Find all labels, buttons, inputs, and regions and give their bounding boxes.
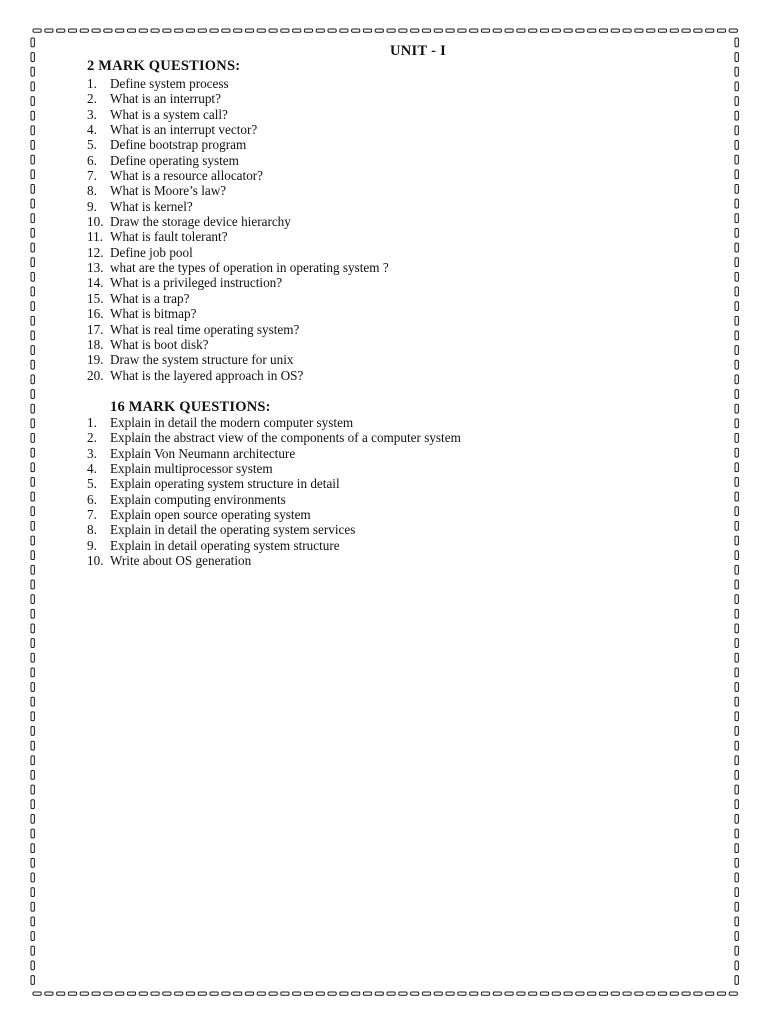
list-item bbox=[87, 306, 389, 321]
question-text: Explain Von Neumann architecture bbox=[110, 445, 296, 461]
question-text: Define operating system bbox=[110, 152, 239, 168]
question-text: What is an interrupt vector? bbox=[110, 122, 258, 138]
question-text: What is an interrupt? bbox=[110, 91, 221, 107]
item-number: 4. bbox=[87, 122, 97, 138]
question-text: What is the layered approach in OS? bbox=[110, 367, 304, 383]
item-number: 3. bbox=[87, 106, 97, 122]
list-item bbox=[87, 415, 461, 430]
list-item bbox=[87, 492, 461, 507]
question-text: Explain multiprocessor system bbox=[110, 461, 273, 477]
two-mark-question-list bbox=[87, 76, 389, 383]
question-text: Explain in detail operating system structure bbox=[110, 537, 340, 553]
item-number: 9. bbox=[87, 198, 97, 214]
question-text: What is Moore’s law? bbox=[110, 183, 227, 199]
list-item bbox=[87, 275, 389, 290]
sixteen-mark-question-list bbox=[87, 415, 461, 568]
list-item bbox=[87, 199, 389, 214]
item-number: 14. bbox=[87, 275, 104, 291]
question-text: Explain open source operating system bbox=[110, 507, 311, 523]
item-number: 2. bbox=[87, 430, 97, 446]
list-item bbox=[87, 260, 389, 275]
question-text: Define bootstrap program bbox=[110, 137, 247, 153]
question-text: What is bitmap? bbox=[110, 306, 197, 322]
item-number: 19. bbox=[87, 352, 104, 368]
list-item bbox=[87, 137, 389, 152]
question-text: Draw the storage device hierarchy bbox=[110, 214, 291, 230]
list-item bbox=[87, 214, 389, 229]
item-number: 8. bbox=[87, 183, 97, 199]
item-number: 7. bbox=[87, 168, 97, 184]
item-number: 2. bbox=[87, 91, 97, 107]
list-item bbox=[87, 461, 461, 476]
question-text: Explain computing environments bbox=[110, 491, 286, 507]
list-item bbox=[87, 553, 461, 568]
question-text: Explain operating system structure in detail bbox=[110, 476, 340, 492]
two-mark-heading: 2 MARK QUESTIONS: bbox=[87, 58, 241, 74]
sixteen-mark-heading: 16 MARK QUESTIONS: bbox=[110, 399, 271, 415]
item-number: 11. bbox=[87, 229, 103, 245]
question-text: Explain in detail the operating system services bbox=[110, 522, 356, 538]
list-item bbox=[87, 107, 389, 122]
question-text: What is a trap? bbox=[110, 290, 190, 306]
item-number: 9. bbox=[87, 537, 97, 553]
item-number: 17. bbox=[87, 321, 104, 337]
list-item bbox=[87, 76, 389, 91]
question-text: What is a privileged instruction? bbox=[110, 275, 283, 291]
question-text: what are the types of operation in operating system ? bbox=[110, 260, 389, 276]
item-number: 7. bbox=[87, 507, 97, 523]
item-number: 1. bbox=[87, 415, 97, 430]
item-number: 8. bbox=[87, 522, 97, 538]
list-item bbox=[87, 352, 389, 367]
list-item bbox=[87, 122, 389, 137]
list-item bbox=[87, 291, 389, 306]
item-number: 10. bbox=[87, 214, 104, 230]
list-item bbox=[87, 229, 389, 244]
question-text: What is boot disk? bbox=[110, 336, 209, 352]
item-number: 16. bbox=[87, 306, 104, 322]
item-number: 1. bbox=[87, 76, 97, 91]
question-text: What is kernel? bbox=[110, 198, 193, 214]
item-number: 6. bbox=[87, 491, 97, 507]
item-number: 4. bbox=[87, 461, 97, 477]
item-number: 5. bbox=[87, 476, 97, 492]
item-number: 5. bbox=[87, 137, 97, 153]
list-item bbox=[87, 446, 461, 461]
list-item bbox=[87, 430, 461, 445]
item-number: 3. bbox=[87, 445, 97, 461]
item-number: 13. bbox=[87, 260, 104, 276]
list-item bbox=[87, 183, 389, 198]
question-text: Explain in detail the modern computer system bbox=[110, 415, 354, 430]
list-item bbox=[87, 538, 461, 553]
question-text: Draw the system structure for unix bbox=[110, 352, 294, 368]
question-text: Define job pool bbox=[110, 244, 193, 260]
question-text: What is fault tolerant? bbox=[110, 229, 228, 245]
list-item bbox=[87, 522, 461, 537]
question-text: What is a system call? bbox=[110, 106, 228, 122]
item-number: 20. bbox=[87, 367, 104, 383]
question-text: Define system process bbox=[110, 76, 229, 91]
item-number: 10. bbox=[87, 553, 104, 569]
list-item bbox=[87, 153, 389, 168]
list-item bbox=[87, 168, 389, 183]
item-number: 6. bbox=[87, 152, 97, 168]
list-item bbox=[87, 91, 389, 106]
question-text: What is real time operating system? bbox=[110, 321, 300, 337]
list-item bbox=[87, 337, 389, 352]
list-item bbox=[87, 507, 461, 522]
list-item bbox=[87, 245, 389, 260]
unit-title: UNIT - I bbox=[390, 43, 447, 59]
list-item bbox=[87, 368, 389, 383]
item-number: 18. bbox=[87, 336, 104, 352]
question-text: Write about OS generation bbox=[110, 553, 252, 569]
item-number: 12. bbox=[87, 244, 104, 260]
list-item bbox=[87, 476, 461, 491]
question-text: What is a resource allocator? bbox=[110, 168, 264, 184]
question-text: Explain the abstract view of the components of a computer system bbox=[110, 430, 461, 446]
list-item bbox=[87, 322, 389, 337]
item-number: 15. bbox=[87, 290, 104, 306]
